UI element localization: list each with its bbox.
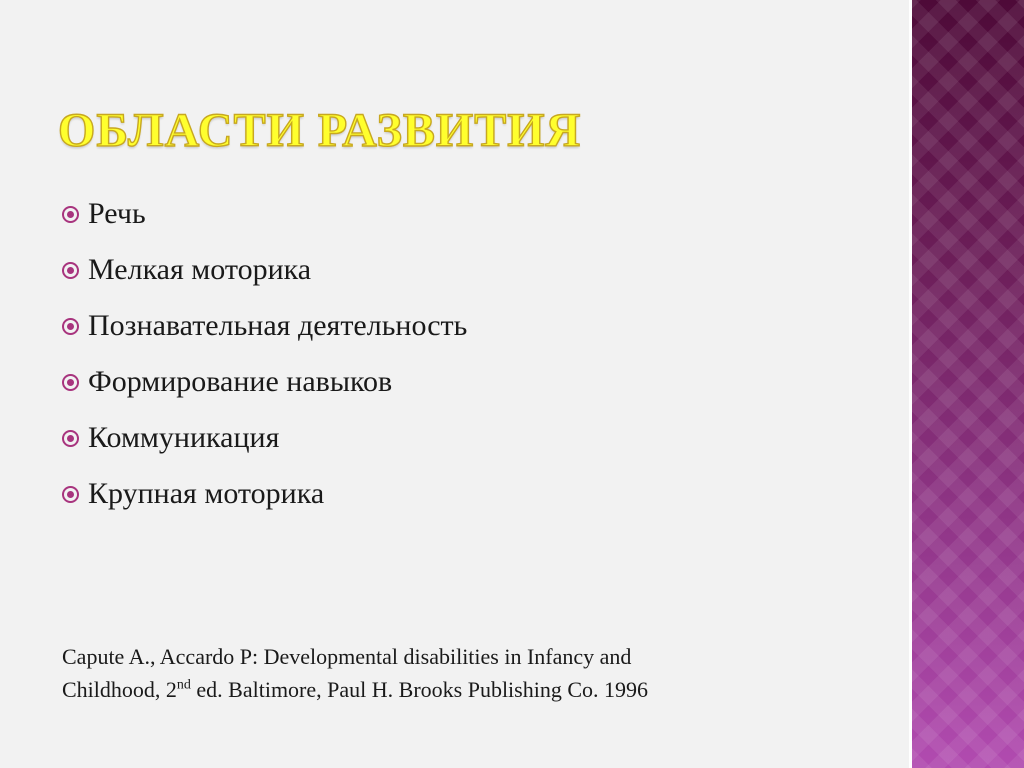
decorative-band <box>912 0 1024 768</box>
bullet-text: Крупная моторика <box>88 477 325 510</box>
bullet-text: Мелкая моторика <box>88 253 312 286</box>
reference-line-2 <box>62 673 882 706</box>
bullet-item <box>62 242 467 298</box>
radio-circle-icon <box>62 318 79 335</box>
bullet-item <box>62 466 467 522</box>
bullet-text: Формирование навыков <box>88 365 393 398</box>
radio-circle-icon <box>62 262 79 279</box>
bullet-item <box>62 410 467 466</box>
bullet-item <box>62 298 467 354</box>
reference-citation <box>62 640 882 706</box>
slide-title: ОБЛАСТИ РАЗВИТИЯ <box>58 104 582 157</box>
bullet-text: Речь <box>88 197 146 230</box>
bullet-item <box>62 186 467 242</box>
bullet-text: Коммуникация <box>88 421 280 454</box>
radio-circle-icon <box>62 486 79 503</box>
bullet-text: Познавательная деятельность <box>88 309 468 342</box>
bullet-list <box>62 186 467 522</box>
bullet-item <box>62 354 467 410</box>
reference-line-2-suffix: ed. Baltimore, Paul H. Brooks Publishing Co. 1996 <box>190 677 649 702</box>
radio-circle-icon <box>62 374 79 391</box>
radio-circle-icon <box>62 206 79 223</box>
radio-circle-icon <box>62 430 79 447</box>
reference-line-1: Capute A., Accardo P: Developmental disabilities in Infancy and <box>62 644 632 669</box>
reference-superscript: nd <box>176 677 191 693</box>
reference-line-2-prefix: Childhood, 2 <box>62 677 177 702</box>
